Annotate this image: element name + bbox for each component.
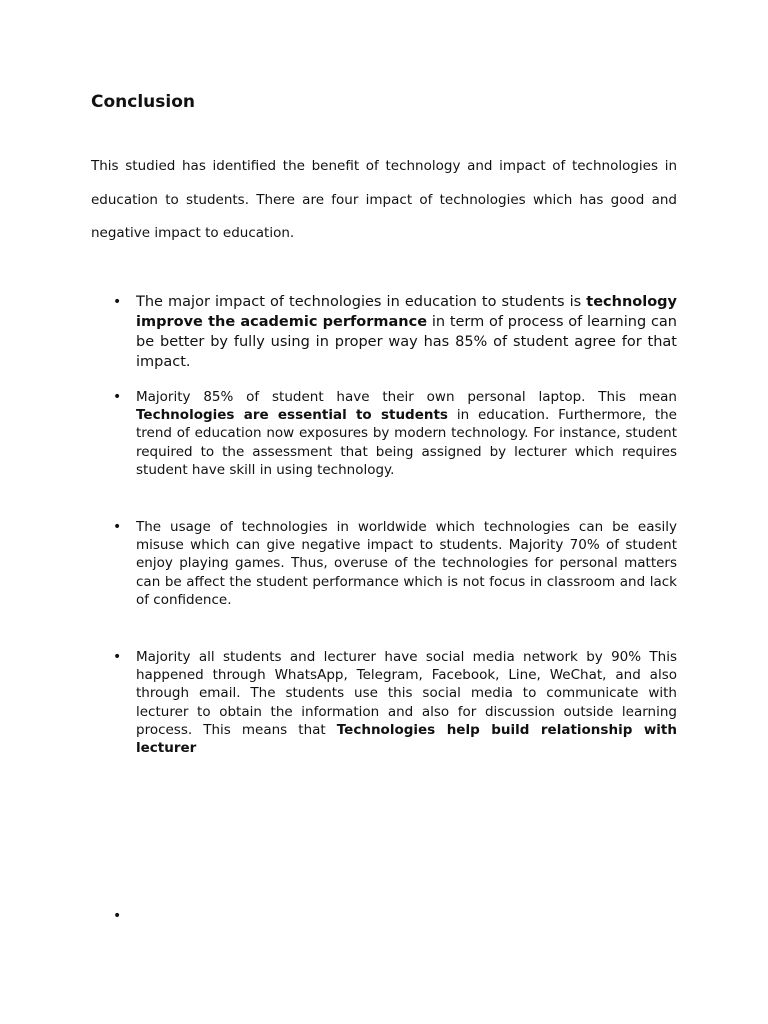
bullet-bold-phrase: technology improve the academic performance: [136, 294, 677, 330]
bullet-icon: •: [113, 908, 122, 924]
bullet-text-start: The major impact of technologies in education to students is: [136, 294, 587, 310]
bullet-text-start: Majority all students and lecturer have social media network by 90% This happened through WhatsApp, Telegram, Facebook, Line, WeChat, and also through email. The students use this social media to communicate with lecturer to obtain the information and also for discussion outside learning process. This means that: [136, 649, 677, 738]
bullet-text: [136, 649, 677, 756]
page-title: Conclusion: [91, 92, 195, 112]
list-item: [113, 648, 677, 757]
bullet-icon: •: [113, 294, 122, 310]
bullet-text-end: in education. Furthermore, the trend of education now exposures by modern technology. For instance, student required to the assessment that being assigned by lecturer which requires student have skill in using technology.: [136, 407, 677, 478]
bullet-icon: •: [113, 519, 122, 535]
bullet-bold-phrase: Technologies help build relationship with lecturer: [136, 721, 677, 757]
bullet-text-end: in term of process of learning can be better by fully using in proper way has 85% of student agree for that impact.: [136, 314, 677, 370]
list-item: [113, 388, 677, 479]
list-item: [113, 518, 677, 609]
bullet-icon: •: [113, 649, 122, 665]
bullet-text: The usage of technologies in worldwide which technologies can be easily misuse which can give negative impact to students. Majority 70% of student enjoy playing games. Thus, overuse of the technologies for personal matters can be affect the student performance which is not focus in classroom and lack of confidence.: [136, 519, 677, 608]
bullet-icon: •: [113, 389, 122, 405]
bullet-text: [136, 389, 677, 478]
list-item: [113, 292, 677, 372]
bullet-bold-phrase: Technologies are essential to students: [136, 407, 448, 424]
bullet-text: [136, 294, 677, 370]
intro-paragraph: This studied has identified the benefit of technology and impact of technologies in education to students. There are four impact of technologies which has good and negative impact to education.: [91, 158, 677, 241]
bullet-text-start: Majority 85% of student have their own personal laptop. This mean: [136, 389, 677, 405]
